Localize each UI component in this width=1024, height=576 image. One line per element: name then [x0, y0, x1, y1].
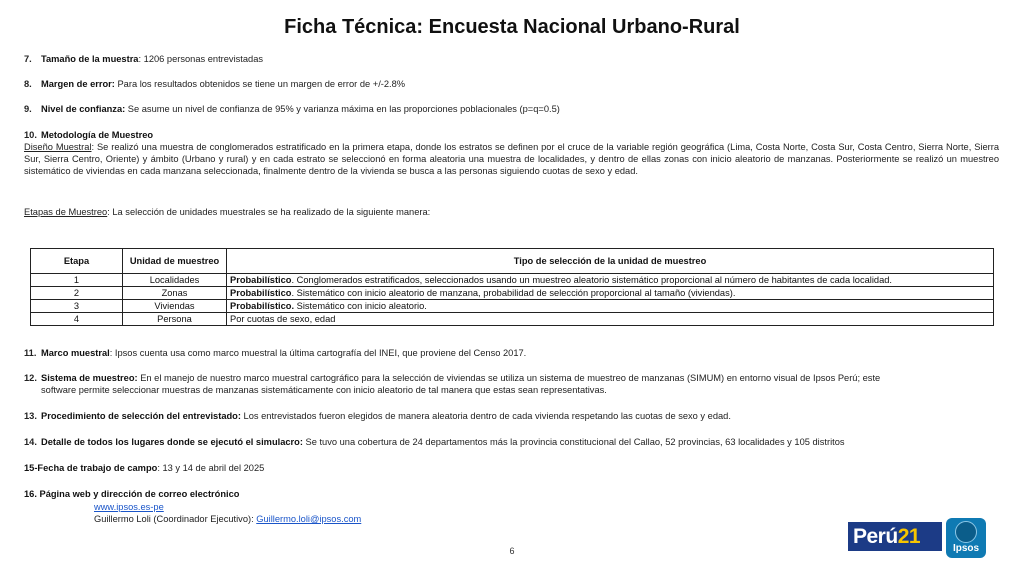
- item-number: 14.: [24, 437, 37, 447]
- cell-tipo-bold: Probabilístico: [230, 274, 292, 285]
- item-detalle-lugares: [24, 436, 845, 448]
- peru21-logo: [848, 522, 942, 551]
- cell-tipo-text: Por cuotas de sexo, edad: [230, 313, 336, 324]
- table-row: [31, 287, 994, 300]
- diseno-muestral-paragraph: [24, 141, 999, 178]
- table-header-row: [31, 249, 994, 274]
- item-nivel-confianza: [24, 103, 560, 115]
- page-title: Ficha Técnica: Encuesta Nacional Urbano-Rural: [284, 16, 740, 38]
- diseno-muestral-text: : Se realizó una muestra de conglomerados estratificado en la primera etapa, donde los estratos se definen por el cruce de la variable región geográfica (Lima, Costa Norte, Costa Sur, Costa Centro, Sierra Norte, Sierra Sur, Sierra Centro, Oriente) y ámbito (Urbano y rural) y en cada estrato se seleccionó en forma aleatoria una muestra de localidades, y dentro de ellas zonas con inicio aleatorio de manzanas. Posteriormente se realizó un muestreo sistemático de viviendas en cada manzana seleccionada, finalmente dentro de la vivienda se busca a las personas siguiendo cuotas de sexo y edad.: [24, 142, 999, 177]
- item-number: 9.: [24, 104, 32, 114]
- etapas-table: [30, 248, 994, 326]
- item-label: Detalle de todos los lugares donde se ejecutó el simulacro:: [41, 437, 303, 447]
- item-text-continued: software permite seleccionar muestras de manzanas sistemáticamente con inicio aleatorio de tal manera que estas sean representativas.: [41, 385, 607, 395]
- table-row: [31, 300, 994, 313]
- item-number: 7.: [24, 54, 32, 64]
- item-fecha-trabajo: [24, 462, 264, 474]
- cell-tipo-bold: Probabilístico: [230, 287, 292, 298]
- peru21-logo-text: Perú: [853, 525, 898, 548]
- etapas-muestreo-label: Etapas de Muestreo: [24, 207, 108, 217]
- item-tamano-muestra: [24, 53, 263, 65]
- cell-etapa: 2: [31, 287, 123, 300]
- item-metodologia: [24, 129, 153, 141]
- item-text: : 1206 personas entrevistadas: [138, 54, 264, 64]
- cell-tipo: [227, 274, 994, 287]
- item-text: : Ipsos cuenta usa como marco muestral la última cartografía del INEI, que proviene del Censo 2017.: [109, 348, 527, 358]
- peru21-logo-number: 21: [897, 525, 921, 548]
- item-label: Marco muestral: [41, 348, 110, 358]
- item-label: 16. Página web y dirección de correo electrónico: [24, 489, 240, 499]
- table-row: [31, 313, 994, 326]
- item-text: En el manejo de nuestro marco muestral cartográfico para la selección de viviendas se utiliza un sistema de muestreo de manzanas (SIMUM) en entorno visual de Ipsos Perú; este: [137, 373, 881, 383]
- contact-name: Guillermo Loli (Coordinador Ejecutivo):: [94, 514, 257, 524]
- item-number: 8.: [24, 79, 32, 89]
- header-unidad: Unidad de muestreo: [123, 249, 227, 274]
- contact-row: [94, 513, 361, 525]
- item-text: Los entrevistados fueron elegidos de manera aleatoria dentro de cada vivienda respetando las cuotas de sexo y edad.: [240, 411, 731, 421]
- etapas-muestreo: [24, 206, 430, 218]
- item-label: Margen de error:: [41, 79, 115, 89]
- item-text: Se tuvo una cobertura de 24 departamentos más la provincia constitucional del Callao, 52 provincias, 63 localidades y 105 distritos: [302, 437, 845, 447]
- header-etapa: Etapa: [31, 249, 123, 274]
- cell-etapa: 1: [31, 274, 123, 287]
- header-tipo: Tipo de selección de la unidad de muestreo: [227, 249, 994, 274]
- table-row: [31, 274, 994, 287]
- cell-tipo-text: . Conglomerados estratificados, seleccionados usando un muestreo aleatorio sistemático proporcional al número de habitantes de cada localidad.: [291, 274, 893, 285]
- ipsos-logo-circle-icon: [955, 521, 977, 543]
- cell-tipo: [227, 300, 994, 313]
- cell-tipo: [227, 313, 994, 326]
- email-link[interactable]: Guillermo.loli@ipsos.com: [256, 514, 362, 524]
- item-label: 15-Fecha de trabajo de campo: [24, 463, 158, 473]
- item-label: Tamaño de la muestra: [41, 54, 139, 64]
- cell-tipo-bold: Probabilístico.: [230, 300, 295, 311]
- cell-unidad: Localidades: [123, 274, 227, 287]
- etapas-muestreo-text: : La selección de unidades muestrales se ha realizado de la siguiente manera:: [107, 207, 431, 217]
- cell-tipo: [227, 287, 994, 300]
- page-number: 6: [509, 546, 515, 556]
- cell-etapa: 4: [31, 313, 123, 326]
- cell-tipo-text: . Sistemático con inicio aleatorio de manzana, probabilidad de selección proporcional al tamaño (viviendas).: [291, 287, 736, 298]
- item-margen-error: [24, 78, 405, 90]
- cell-etapa: 3: [31, 300, 123, 313]
- item-marco-muestral: [24, 347, 526, 359]
- item-pagina-web: [24, 488, 239, 500]
- item-label: Procedimiento de selección del entrevistado:: [41, 411, 241, 421]
- cell-unidad: Viviendas: [123, 300, 227, 313]
- item-sistema-muestreo: [24, 372, 880, 396]
- cell-tipo-text: Sistemático con inicio aleatorio.: [294, 300, 427, 311]
- web-link-row: [94, 501, 164, 513]
- item-label: Sistema de muestreo:: [41, 373, 138, 383]
- item-label: Metodología de Muestreo: [41, 130, 154, 140]
- item-text: : 13 y 14 de abril del 2025: [157, 463, 265, 473]
- diseno-muestral-label: Diseño Muestral: [24, 142, 92, 152]
- item-number: 10.: [24, 130, 37, 140]
- cell-unidad: Persona: [123, 313, 227, 326]
- item-number: 13.: [24, 411, 37, 421]
- website-link[interactable]: www.ipsos.es-pe: [94, 502, 164, 512]
- item-number: 12.: [24, 373, 37, 383]
- item-number: 11.: [24, 348, 37, 358]
- item-text: Para los resultados obtenidos se tiene un margen de error de +/-2.8%: [114, 79, 406, 89]
- cell-unidad: Zonas: [123, 287, 227, 300]
- item-text: Se asume un nivel de confianza de 95% y varianza máxima en las proporciones poblacionales (p=q=0.5): [125, 104, 560, 114]
- ipsos-logo-text: Ipsos: [952, 543, 980, 554]
- item-procedimiento-seleccion: [24, 410, 731, 422]
- item-label: Nivel de confianza:: [41, 104, 126, 114]
- ipsos-logo: [946, 518, 986, 558]
